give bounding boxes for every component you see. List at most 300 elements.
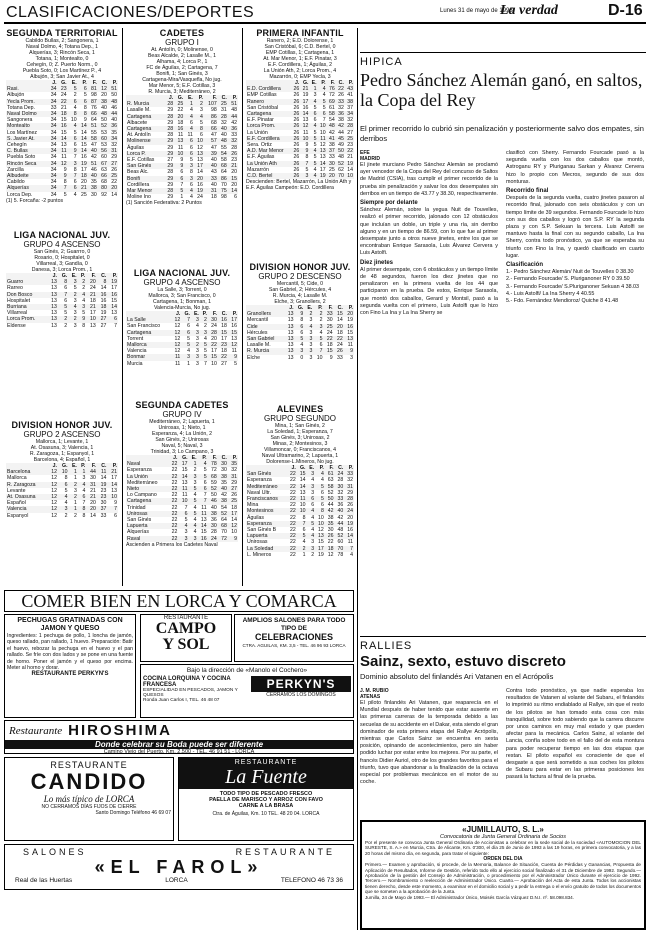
- stat-cell: 5: [64, 487, 68, 494]
- stat-cell: 6: [309, 111, 317, 117]
- stat-cell: 15: [334, 311, 344, 317]
- stat-cell: 57: [204, 138, 218, 144]
- stat-cell: 7: [300, 161, 309, 167]
- stat-cell: 12: [300, 123, 309, 129]
- ad-text: COCINA LORQUINA Y COCINA FRANCESA: [143, 676, 231, 688]
- stat-cell: 68: [218, 523, 228, 529]
- stat-cell: 38: [88, 185, 98, 191]
- stat-cell: 2: [313, 311, 323, 317]
- stat-cell: 30: [208, 523, 218, 529]
- stat-cell: 4: [184, 126, 194, 132]
- stat-cell: 4: [309, 123, 317, 129]
- liga-nacional-title: LIGA NACIONAL JUV.: [133, 268, 231, 278]
- stat-cell: 24: [337, 342, 343, 349]
- stat-cell: 4: [311, 514, 315, 521]
- dateline: ATENAS: [360, 694, 381, 700]
- stat-cell: 29: [167, 107, 174, 114]
- stat-cell: 38: [345, 99, 354, 105]
- cadetes-block: [126, 28, 238, 206]
- stat-cell: 13: [51, 285, 57, 292]
- stat-cell: 1: [78, 469, 86, 475]
- stat-cell: 21: [228, 163, 238, 169]
- fixtures: [246, 281, 354, 305]
- stat-cell: 21: [347, 154, 353, 161]
- column-header: E.: [184, 95, 194, 101]
- segunda-territorial-title: SEGUNDA TERRITORIAL: [6, 28, 118, 38]
- stat-cell: 38: [98, 99, 108, 105]
- fixture: Cartagena, 1; Bonman, 1: [153, 299, 211, 305]
- fixture: La Unión Ath, 2; Lorca Prom., 4: [263, 68, 337, 74]
- stat-cell: 12: [47, 482, 58, 488]
- stat-cell: 3: [193, 479, 197, 486]
- stat-cell: 24: [89, 285, 96, 292]
- column-header: G.: [300, 80, 309, 86]
- stat-cell: 22: [289, 551, 296, 558]
- stat-cell: 6: [295, 324, 305, 330]
- stat-cell: 30: [91, 191, 97, 198]
- stat-cell: 52: [336, 161, 345, 167]
- stat-cell: 6: [200, 132, 203, 139]
- team-name: E.D. Cordillera: [246, 86, 291, 92]
- column-header: P.: [228, 311, 238, 317]
- stat-cell: 10: [299, 502, 306, 509]
- ad-text: AMPLIOS SALONES PARA TODO TIPO DE: [242, 617, 346, 632]
- stat-cell: 4: [309, 148, 317, 154]
- stat-cell: 9: [228, 536, 238, 542]
- stat-cell: 53: [101, 129, 107, 136]
- stat-cell: 39: [204, 151, 218, 157]
- notice-subtitle: Convocatoria de Junta General Ordinaria de Socios: [440, 834, 566, 840]
- stat-cell: 21: [86, 494, 97, 500]
- stat-cell: 10: [211, 360, 217, 367]
- team-name: Cartagena: [126, 330, 171, 336]
- team-name: R. Zaragoza: [6, 482, 47, 488]
- stat-cell: 29: [164, 151, 174, 157]
- team-name: Sera. Ortiz: [247, 142, 272, 149]
- stat-cell: 22: [171, 492, 178, 499]
- column-header: J.: [287, 465, 297, 471]
- stat-cell: 1: [187, 360, 190, 367]
- stat-cell: 15: [181, 467, 188, 474]
- la-fuente-ad: [178, 757, 354, 841]
- stat-cell: 3: [73, 297, 77, 304]
- stat-cell: 5: [305, 166, 309, 173]
- fixture: Bonifi, 1; San Ginés, 3: [156, 71, 208, 77]
- stat-cell: 17: [319, 166, 326, 173]
- stat-cell: 15: [228, 176, 238, 182]
- column-header: G.: [181, 311, 191, 317]
- stat-cell: 5: [203, 467, 207, 474]
- recipe-restaurant: RESTAURANTE PERKYN'S: [31, 671, 109, 678]
- column-header: E.: [68, 80, 78, 86]
- stat-cell: 4: [82, 487, 86, 494]
- stat-cell: 22: [287, 546, 297, 552]
- stat-cell: 3: [295, 348, 305, 354]
- stat-cell: 13: [284, 336, 294, 342]
- stat-cell: 3: [300, 173, 309, 179]
- column-header: F.: [208, 311, 218, 317]
- stat-cell: 28: [164, 114, 174, 120]
- stat-cell: 25: [323, 324, 333, 330]
- stat-cell: 4: [187, 348, 190, 355]
- table-row: [126, 145, 238, 151]
- stat-cell: 16: [100, 297, 107, 304]
- stat-cell: 38: [328, 142, 335, 149]
- stat-cell: 72: [328, 92, 335, 99]
- stat-cell: 3: [309, 329, 313, 336]
- hipica-lead: El primer recorrido lo cubrió sin penalización y posteriormente salvo dos empates, sin derribos: [360, 124, 644, 143]
- division-honor-title: DIVISION HONOR JUV.: [249, 262, 351, 272]
- ad-label: RESTAURANTE: [50, 760, 128, 770]
- stat-cell: 15: [80, 142, 87, 149]
- column-header: F.: [323, 305, 333, 311]
- stat-cell: 8: [73, 166, 77, 173]
- stat-cell: 34: [47, 185, 57, 191]
- stat-cell: 19: [78, 161, 88, 167]
- stat-cell: 70: [221, 529, 227, 536]
- fixture: Dolorense-L.Mineros, No jug.: [266, 459, 334, 465]
- stat-cell: 24: [211, 323, 217, 330]
- stat-cell: 20: [334, 324, 344, 330]
- table-row: [6, 161, 118, 167]
- stat-cell: 78: [337, 551, 344, 558]
- stat-cell: 9: [228, 354, 238, 360]
- stat-cell: 25: [108, 173, 118, 179]
- stat-cell: 31: [228, 474, 238, 480]
- stat-cell: 12: [171, 317, 181, 323]
- stat-cell: 26: [293, 154, 300, 161]
- stat-cell: 3: [195, 335, 199, 342]
- stat-cell: 22: [171, 479, 178, 486]
- rallies-column-2: [506, 688, 644, 782]
- team-name: Español: [7, 500, 26, 507]
- column-header: E.: [304, 305, 313, 311]
- team-name: La Unión: [247, 129, 268, 136]
- stat-cell: 26: [291, 111, 300, 117]
- stat-cell: 25: [174, 101, 184, 107]
- stat-cell: 20: [174, 114, 184, 120]
- stat-cell: 4: [195, 323, 199, 330]
- fixture: Mina, 1; San Ginés, 2: [275, 423, 325, 429]
- stat-cell: 5: [73, 129, 77, 136]
- stat-cell: 37: [97, 506, 108, 512]
- table-row: [126, 474, 238, 480]
- stat-cell: 19: [347, 317, 353, 324]
- table-row: [126, 138, 238, 144]
- ad-text: Bajo la dirección de «Manolo el Cochero»: [186, 667, 308, 674]
- fixture: Alhama, 4; Lorca P., 1: [156, 59, 208, 65]
- stat-cell: 6: [58, 482, 69, 488]
- stat-cell: 81: [88, 86, 98, 92]
- stat-cell: 14: [300, 111, 309, 117]
- stat-cell: 50: [336, 148, 345, 154]
- stat-cell: 98: [221, 194, 227, 201]
- column-header: J.: [47, 273, 58, 279]
- stat-cell: 12: [318, 527, 324, 534]
- stat-cell: 2: [297, 546, 307, 552]
- stat-cell: 21: [60, 104, 67, 111]
- stat-cell: 7: [203, 492, 207, 499]
- table-row: [246, 348, 354, 354]
- table-row: [246, 552, 354, 558]
- team-name: Montealto: [6, 123, 47, 129]
- table-row: [126, 169, 238, 175]
- stat-cell: 47: [210, 144, 217, 151]
- table-row: [6, 130, 118, 136]
- division-honor-group: GRUPO 2 DESCENSO: [258, 272, 342, 281]
- stat-cell: 32: [347, 117, 353, 124]
- team-name: Raval: [126, 536, 168, 542]
- stat-cell: 60: [98, 136, 108, 142]
- column-header: P.: [344, 465, 354, 471]
- team-name: Torrent: [127, 335, 144, 342]
- fixture: FC de Águilas, 2; Cartagena, 7: [146, 65, 218, 71]
- column-header: J.: [291, 80, 300, 86]
- stat-cell: 45: [336, 136, 345, 142]
- stat-cell: 10: [300, 136, 309, 142]
- stat-cell: 20: [80, 179, 87, 186]
- ad-label: Restaurante: [9, 724, 63, 737]
- stat-cell: 18: [337, 329, 343, 336]
- stat-cell: 26: [293, 129, 300, 136]
- stat-cell: 4: [319, 329, 323, 336]
- ad-name: CANDIDO: [30, 769, 148, 794]
- liga-nacional-group: GRUPO 4 ASCENSO: [143, 278, 221, 287]
- fixture: At. Osasuna, 3; Valencia, 1: [30, 445, 94, 451]
- stat-cell: 7: [344, 546, 354, 552]
- stat-cell: 11: [61, 154, 67, 161]
- stat-cell: 22: [289, 477, 296, 484]
- fixtures: [126, 47, 238, 95]
- fixture: Ranero, 2; E.D. Dolorense, 1: [266, 38, 334, 44]
- team-name: Franciscanos: [246, 496, 287, 502]
- stat-cell: 3: [191, 317, 200, 323]
- stat-cell: 40: [218, 486, 228, 492]
- stat-cell: 22: [289, 489, 296, 496]
- stat-cell: 22: [289, 514, 296, 521]
- stat-cell: 34: [47, 148, 57, 154]
- column-header: G.: [58, 273, 68, 279]
- stat-cell: 15: [218, 330, 228, 336]
- stat-cell: 4: [315, 471, 325, 477]
- recipe-ad: [4, 614, 136, 718]
- stat-cell: 4: [306, 533, 315, 539]
- team-name: La Salle: [126, 317, 171, 323]
- stat-cell: 9: [329, 354, 333, 361]
- stat-cell: 64: [221, 517, 227, 524]
- stat-cell: 32: [338, 104, 344, 111]
- stat-cell: 11: [347, 539, 353, 546]
- fixture: Albujón, 3; San Javier At., 4: [30, 74, 94, 80]
- stat-cell: 34: [50, 142, 57, 149]
- stat-cell: 26: [338, 92, 344, 99]
- fixture: San Ginés, 2; Unirosas: [155, 437, 209, 443]
- ad-slogan: Lo más típico de LORCA: [43, 794, 135, 804]
- stat-cell: 48: [338, 154, 344, 161]
- stat-cell: 42: [221, 492, 227, 499]
- team-name: Mazarrón: [247, 166, 269, 173]
- stat-cell: 31: [344, 484, 354, 490]
- stat-cell: 26: [334, 348, 344, 354]
- stat-cell: 7: [313, 348, 323, 354]
- stat-cell: 76: [91, 104, 97, 111]
- stat-cell: 16: [80, 154, 87, 161]
- liga-nacional-group: GRUPO 4 ASCENSO: [23, 240, 101, 249]
- stat-cell: 4: [204, 335, 207, 342]
- stat-cell: 11: [174, 360, 181, 367]
- table-row: [246, 355, 354, 361]
- fixture: San Ginés, 2; Guarrro, 0: [33, 249, 91, 255]
- stat-cell: 31: [86, 482, 97, 488]
- fixture: La Salle, 3; Torrent, 0: [157, 287, 207, 293]
- stat-cell: 24: [208, 536, 218, 542]
- stat-cell: 16: [218, 317, 228, 323]
- ad-text: NO CERRAMOS DÍAS FIJOS DE CIERRE: [41, 804, 137, 810]
- stat-cell: 10: [174, 151, 184, 157]
- stat-cell: 16: [58, 123, 68, 129]
- table-row: [6, 123, 118, 129]
- stat-cell: 67: [98, 161, 108, 167]
- stat-cell: 4: [322, 92, 326, 99]
- stat-cell: 13: [174, 138, 184, 144]
- stat-cell: 23: [100, 487, 107, 494]
- stat-cell: 33: [335, 496, 345, 502]
- stat-cell: 40: [210, 504, 217, 511]
- stat-cell: 13: [181, 479, 188, 486]
- fixture: Valencia-Murcia, No jug.: [153, 305, 211, 311]
- stat-cell: 22: [289, 527, 296, 534]
- stat-cell: 25: [328, 166, 335, 173]
- stat-cell: 21: [78, 185, 88, 191]
- team-name: Mediterráneo: [127, 479, 158, 486]
- table-row: [126, 114, 238, 120]
- stat-cell: 19: [302, 92, 309, 99]
- stat-cell: 64: [91, 117, 97, 124]
- standings-table: [126, 455, 238, 542]
- stat-cell: 48: [231, 107, 237, 114]
- stat-cell: 28: [167, 169, 174, 176]
- table-row: [126, 498, 238, 504]
- stat-cell: 22: [287, 521, 297, 527]
- team-name: Yecla Prom.: [6, 99, 47, 105]
- fixture: R. Murcia, 3; Mediterráneo, 2: [148, 89, 216, 95]
- stat-cell: 17: [211, 348, 217, 355]
- stat-cell: 8: [78, 111, 88, 117]
- team-name: Moline Ino: [127, 194, 151, 201]
- stat-cell: 26: [291, 123, 300, 129]
- stat-cell: 4: [64, 500, 68, 507]
- stat-cell: 19: [107, 279, 118, 285]
- stat-cell: 3: [306, 471, 315, 477]
- table-row: [6, 323, 118, 329]
- team-name: Cide: [246, 324, 284, 330]
- stat-cell: 5: [234, 360, 237, 367]
- stat-cell: 32: [111, 142, 117, 149]
- perkyns-ad: [140, 664, 354, 718]
- stat-cell: 11: [198, 511, 208, 517]
- jumillauto-notice: [360, 820, 646, 930]
- stat-cell: 4: [78, 292, 87, 298]
- stat-cell: 42: [231, 119, 237, 126]
- byline: J. M. RUBIO: [360, 688, 389, 694]
- stat-cell: 14: [111, 191, 117, 198]
- column-header: P.: [78, 80, 88, 86]
- stat-cell: 61: [328, 104, 335, 111]
- stat-cell: 6: [311, 502, 315, 509]
- stat-cell: 12: [228, 523, 238, 529]
- stat-cell: 33: [231, 132, 237, 139]
- stat-cell: 13: [299, 489, 306, 496]
- fixtures: [6, 439, 118, 463]
- ad-name: La Fuente: [225, 766, 307, 788]
- stat-cell: 13: [51, 297, 57, 304]
- ad-phone: CTRA. AGUILAS, KM. 3,5 - TEL. 46 96 93 LORCA: [242, 643, 346, 648]
- stat-cell: 16: [197, 181, 203, 188]
- column-header: F.: [204, 95, 218, 101]
- stat-cell: 4: [194, 114, 204, 120]
- stat-cell: 2: [58, 316, 68, 322]
- stat-cell: 18: [58, 111, 68, 117]
- table-note: Descienden: Bertel, Mazarrón, La Unión Ath y E.F. Águilas Campeón: E.D. Cordillera: [246, 179, 352, 192]
- stat-cell: 70: [335, 546, 345, 552]
- paragraph: Después de la segunda vuelta, cuatro jinetes pasaron al recorrido final, jalonado con seis obstáculos y con un tiempo límite de 39 segundos. Fernando Fourcade lo hizo con sus dos caballos y logró con S.P. RY la segunda plaza y con S.P. Sekuan la tercera. Luis Astolfi se mantuvo hasta la final con su segundo caballo, La Ina Sherry, contra todo pronóstico, ya que se esperaba su triunfo con Fino la Ina, y quedó clasificado en cuarto lugar.: [506, 195, 644, 259]
- stat-cell: 3: [200, 107, 203, 114]
- stat-cell: 29: [167, 119, 174, 126]
- stat-cell: 3: [309, 317, 313, 324]
- stat-cell: 6: [306, 496, 315, 502]
- stat-cell: 23: [58, 86, 68, 92]
- stat-cell: 20: [327, 173, 336, 179]
- stat-cell: 4: [313, 166, 317, 173]
- team-name: Nieto: [126, 486, 168, 492]
- column-header: E.: [191, 311, 200, 317]
- stat-cell: 5: [73, 285, 77, 292]
- stat-cell: 10: [194, 138, 204, 144]
- stat-cell: 4: [73, 104, 77, 111]
- stat-cell: 13: [194, 151, 204, 157]
- stat-cell: 38: [338, 117, 344, 124]
- stat-cell: 14: [78, 123, 88, 129]
- stat-cell: 7: [58, 292, 68, 298]
- stat-cell: 26: [325, 533, 335, 539]
- stat-cell: 44: [86, 469, 97, 475]
- stat-cell: 22: [171, 529, 178, 536]
- stat-cell: 5: [83, 92, 87, 99]
- ad-address: LORCA: [165, 877, 188, 884]
- rallies-subhead: Dominio absoluto del finlandés Ari Vatanen en el Acrópolis: [360, 672, 554, 681]
- stat-cell: 3: [178, 536, 188, 542]
- stat-cell: 28: [231, 144, 237, 151]
- stat-cell: 7: [114, 322, 117, 329]
- stat-cell: 49: [338, 142, 344, 149]
- stat-cell: 12: [171, 330, 181, 336]
- stat-cell: 30: [327, 161, 336, 167]
- stat-cell: 26: [291, 173, 300, 179]
- stat-cell: 3: [73, 322, 77, 329]
- team-name: Molinense: [126, 138, 164, 144]
- stat-cell: 5: [313, 336, 323, 342]
- table-row: [126, 107, 238, 113]
- column-header: G.: [58, 463, 69, 469]
- stat-cell: 15: [347, 329, 353, 336]
- table-note: Ascienden a Primera los Cadetes Naval: [126, 541, 218, 548]
- stat-cell: 6: [319, 342, 323, 349]
- division-honor-group: GRUPO 2 ASCENSO: [23, 430, 101, 439]
- team-name: San Francisco: [127, 323, 161, 330]
- paragraph: Contra todo pronóstico, ya que nadie esperaba los resultados de Vatanen al volante del Subaru, el finlandés lo imprimió su ritmo endiablado al Rallye, sin que el resto de los pilotos se han tomado esta cosa con más tranquilidad, sobre todo sabiendo que la carrera discurre por unos caminos en muy mal estado y que pueden afectar para la mecánica. Carlos Sainz, al volante del Lancia, confía sobre todo en el fallo del de esta montura para poder recuperar tiempo en las dos etapas que restan. El piloto español es consciente de que el desgaste a que será sometido a sus coches los pilotos de Subaru para estar en las primeras posiciones les pasará la factura al final de la prueba.: [506, 688, 644, 781]
- stat-cell: 14: [78, 136, 88, 142]
- stat-cell: 13: [47, 292, 58, 298]
